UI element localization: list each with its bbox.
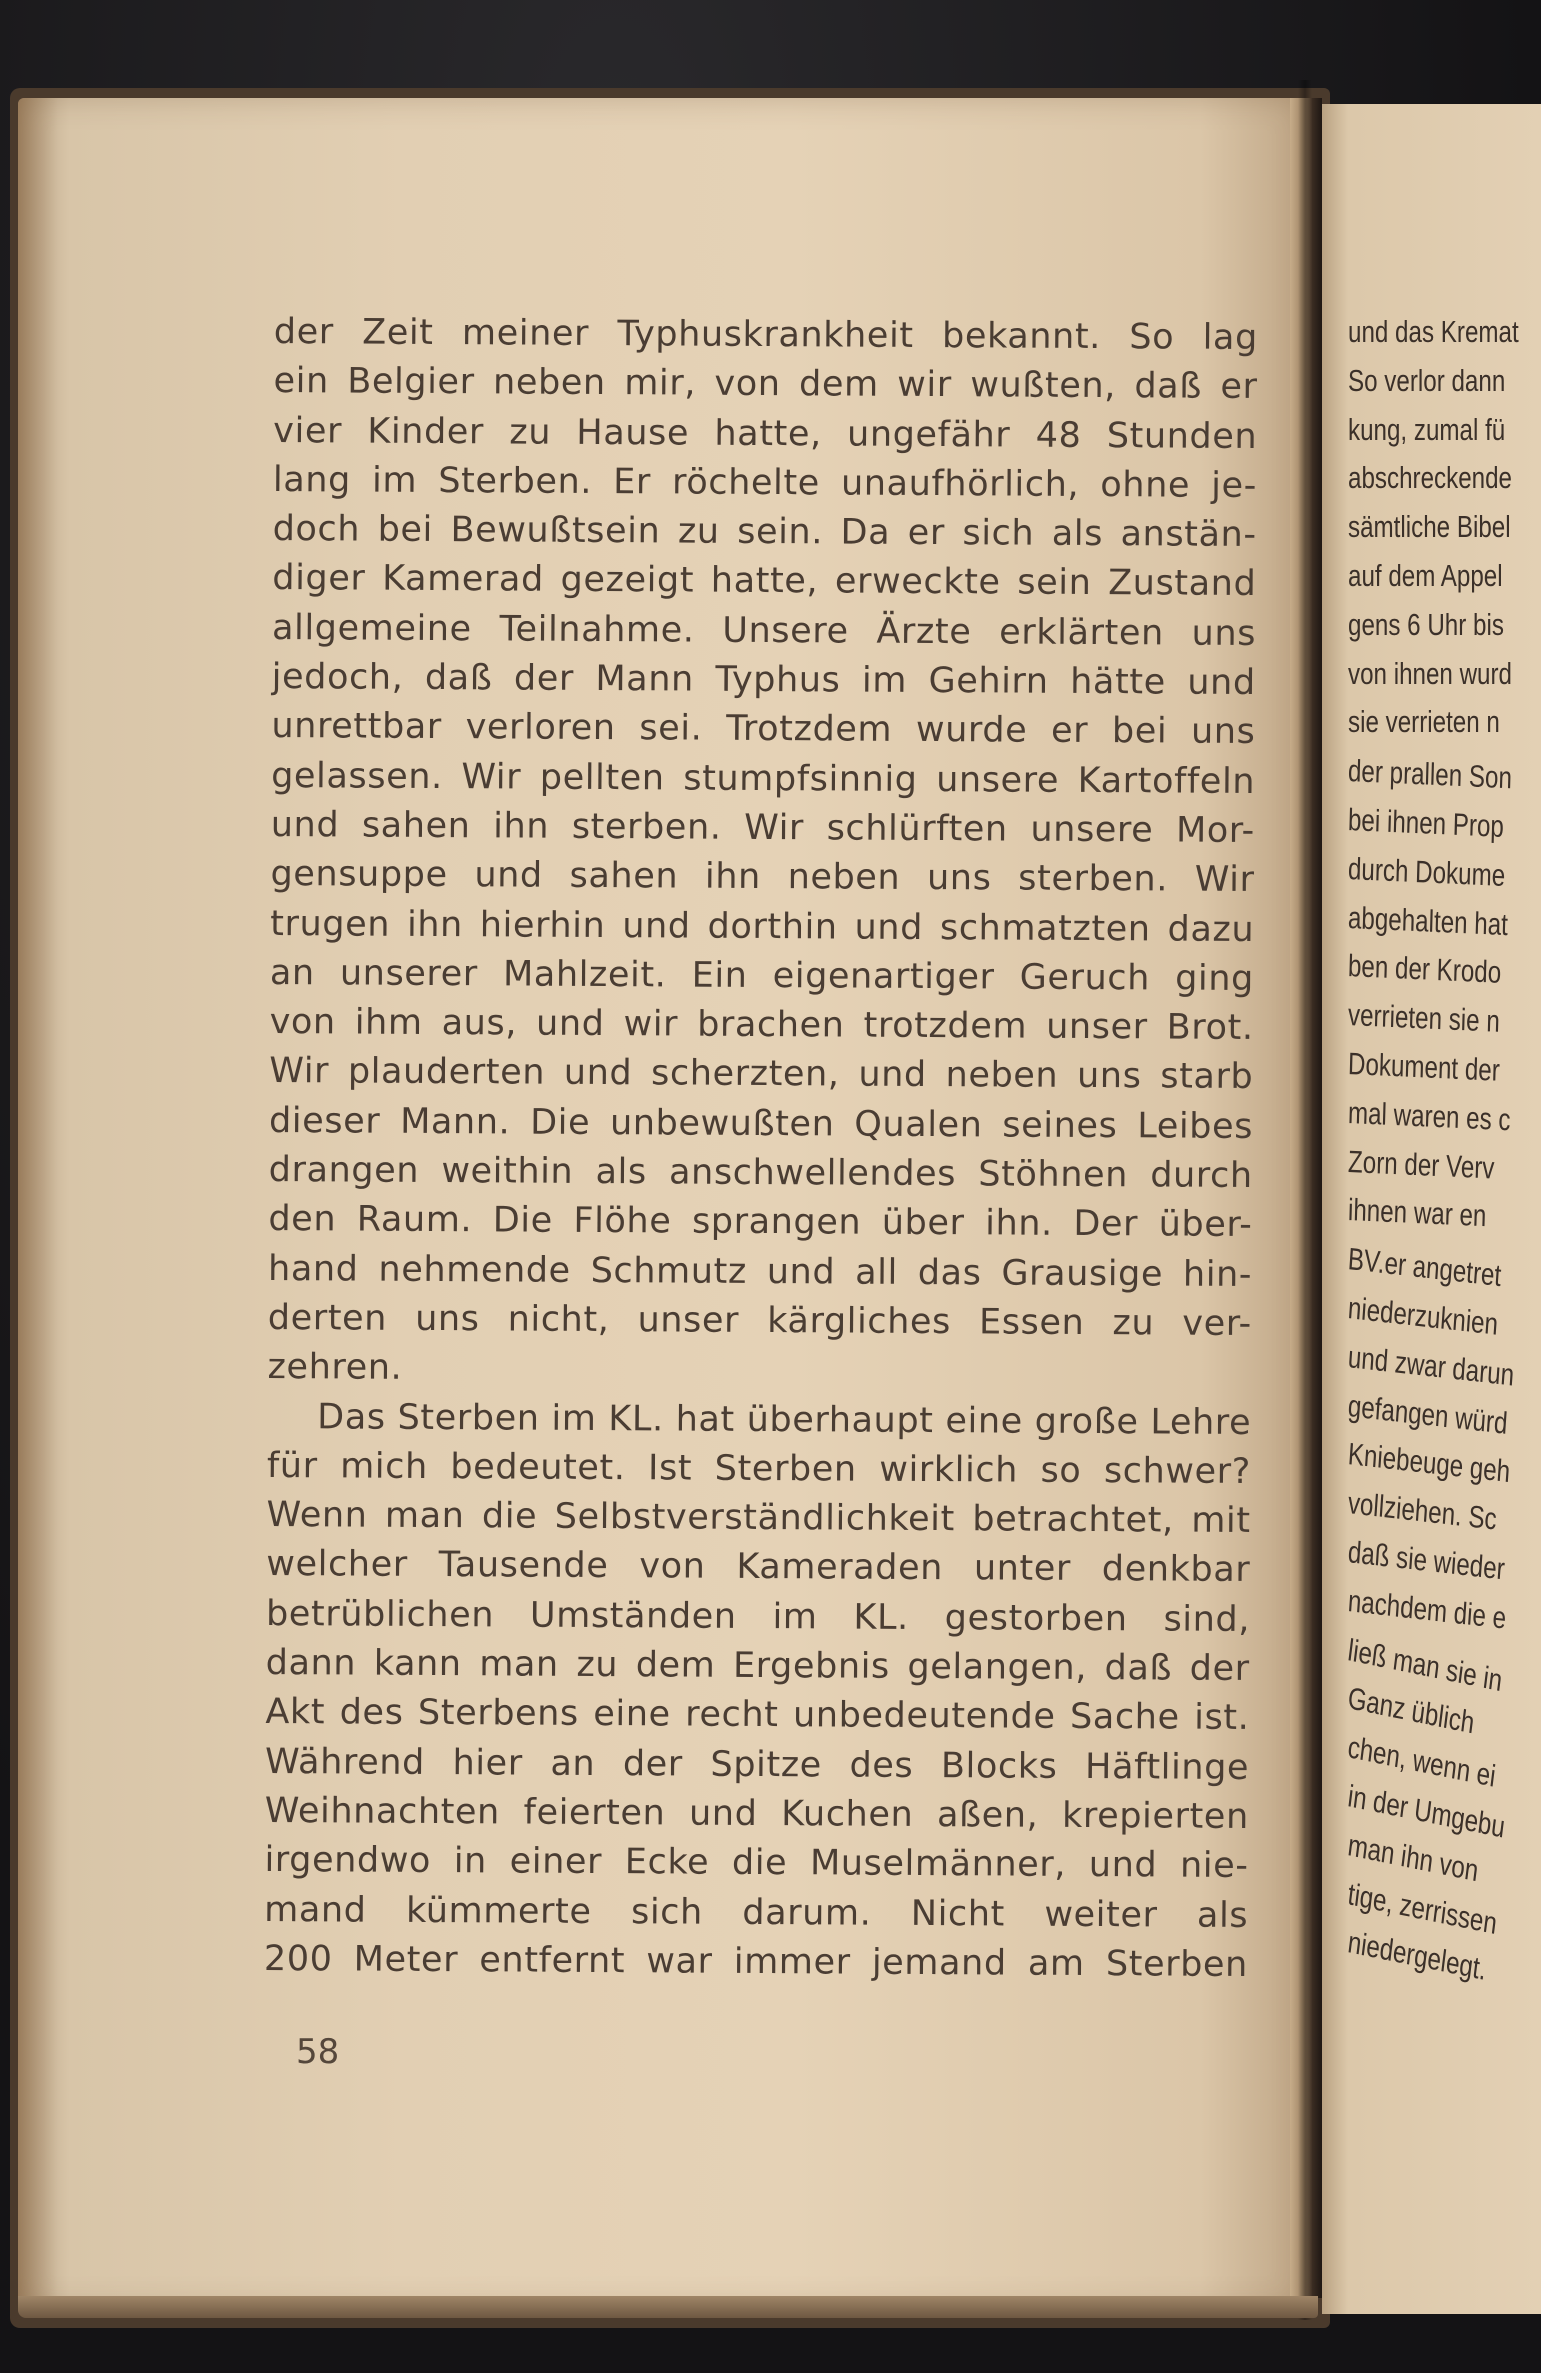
text-line: dieser Mann. Die unbewußten Qualen seines Leibes [268,1100,1254,1147]
text-line: tige, zerrissen [1345,1875,1499,1941]
text-line: unrettbar verloren sei. Trotzdem wurde er bei uns [271,706,1256,753]
text-line: auf dem Appel [1348,557,1503,593]
text-line: man ihn von [1345,1826,1481,1888]
text-line: niedergelegt. [1345,1924,1489,1988]
text-line: BV.er angetret [1346,1241,1503,1294]
text-line: gens 6 Uhr bis [1348,606,1504,642]
text-line: niederzuknien [1346,1290,1500,1342]
text-line: welcher Tausende von Kameraden unter denkbar [266,1544,1251,1591]
text-line: verrieten sie n [1347,997,1501,1039]
text-line: für mich bedeutet. Ist Sterben wirklich so schwer? [266,1445,1252,1492]
text-line: Dokument der [1347,1045,1501,1088]
text-line: Wenn man die Selbstverständlichkeit betrachtet, mit [266,1495,1251,1542]
text-line: mal waren es c [1347,1094,1512,1138]
text-line: abgehalten hat [1347,899,1509,942]
text-line: derten uns nicht, unser kärgliches Essen zu ver- [267,1297,1252,1344]
text-line: bei ihnen Prop [1347,801,1505,844]
text-line: Ganz üblich [1345,1680,1477,1741]
left-page-text [264,308,1258,1990]
binding-shadow [1298,80,1312,2320]
text-line: ein Belgier neben mir, von dem wir wußten, daß er [273,361,1258,408]
text-line: daß sie wieder [1346,1533,1506,1587]
text-line: von ihm aus, und wir brachen trotzdem unser Brot. [269,1002,1254,1049]
right-page-text [1345,308,1541,1988]
text-line: vollziehen. Sc [1346,1485,1498,1537]
text-line: gensuppe und sahen ihn neben uns sterben. Wir [270,854,1255,901]
text-line: gefangen würd [1346,1387,1509,1441]
text-line: diger Kamerad gezeigt hatte, erweckte sein Zustand [272,558,1257,605]
text-line: ließ man sie in [1345,1631,1505,1698]
text-line: ihnen war en [1347,1192,1487,1234]
page-number: 58 [296,2032,340,2072]
text-line: Wir plauderten und scherzten, und neben uns starb [269,1051,1254,1098]
text-line: betrüblichen Umständen im KL. gestorben sind, [265,1593,1251,1640]
text-line: Zorn der Verv [1347,1143,1495,1186]
text-line: in der Umgebu [1345,1778,1507,1845]
text-line: Während hier an der Spitze des Blocks Häftlinge [264,1741,1250,1788]
text-line: gelassen. Wir pellten stumpfsinnig unsere Kartoffeln [271,755,1256,802]
text-line: kung, zumal fü [1348,411,1506,447]
text-line: hand nehmende Schmutz und all das Grausige hin- [268,1248,1253,1295]
text-line: und zwar darun [1346,1338,1516,1393]
text-line: allgemeine Teilnahme. Unsere Ärzte erklärten uns [271,607,1257,654]
text-line: der Zeit meiner Typhuskrankheit bekannt. So lag [273,311,1258,359]
text-line: doch bei Bewußtsein zu sein. Da er sich als anstän- [272,509,1257,556]
text-line: sämtliche Bibel [1348,509,1511,545]
text-line: Akt des Sterbens eine recht unbedeutende Sache ist. [265,1692,1250,1739]
text-line: der prallen Son [1347,753,1513,796]
text-line: vier Kinder zu Hause hatte, ungefähr 48 Stunden [273,410,1258,457]
text-line: den Raum. Die Flöhe sprangen über ihn. Der über- [268,1199,1253,1246]
text-line: Das Sterben im KL. hat überhaupt eine große Lehre [317,1396,1252,1443]
text-line: irgendwo in einer Ecke die Muselmänner, und nie- [264,1840,1249,1887]
text-line: an unserer Mahlzeit. Ein eigenartiger Geruch ging [269,952,1255,999]
text-line: von ihnen wurd [1348,655,1512,691]
page-edge-stain [18,98,58,2308]
text-line: und das Kremat [1348,314,1519,349]
text-line: dann kann man zu dem Ergebnis gelangen, daß der [265,1642,1250,1690]
text-line: Kniebeuge geh [1346,1436,1512,1490]
text-line: 200 Meter entfernt war immer jemand am Sterben [263,1938,1249,1985]
text-line: trugen ihn hierhin und dorthin und schmatzten dazu [270,903,1255,950]
text-line: zehren. [267,1347,403,1389]
text-line: abschreckende [1348,460,1512,496]
text-line: So verlor dann [1348,362,1506,398]
text-line: durch Dokume [1347,850,1506,893]
text-line: Weihnachten feierten und Kuchen aßen, krepierten [264,1790,1249,1837]
page-bottom-edge [18,2296,1318,2318]
text-line: sie verrieten n [1348,704,1500,740]
text-line: mand kümmerte sich darum. Nicht weiter als [264,1889,1249,1936]
text-line: lang im Sterben. Er röchelte unaufhörlich, ohne je- [272,459,1258,506]
text-line: nachdem die e [1346,1582,1508,1636]
text-line: und sahen ihn sterben. Wir schlürften unsere Mor- [270,804,1255,851]
text-line: drangen weithin als anschwellendes Stöhnen durch [268,1150,1253,1197]
text-line: chen, wenn ei [1345,1729,1498,1794]
text-line: jedoch, daß der Mann Typhus im Gehirn hätte und [271,657,1256,704]
text-line: ben der Krodo [1347,948,1502,991]
